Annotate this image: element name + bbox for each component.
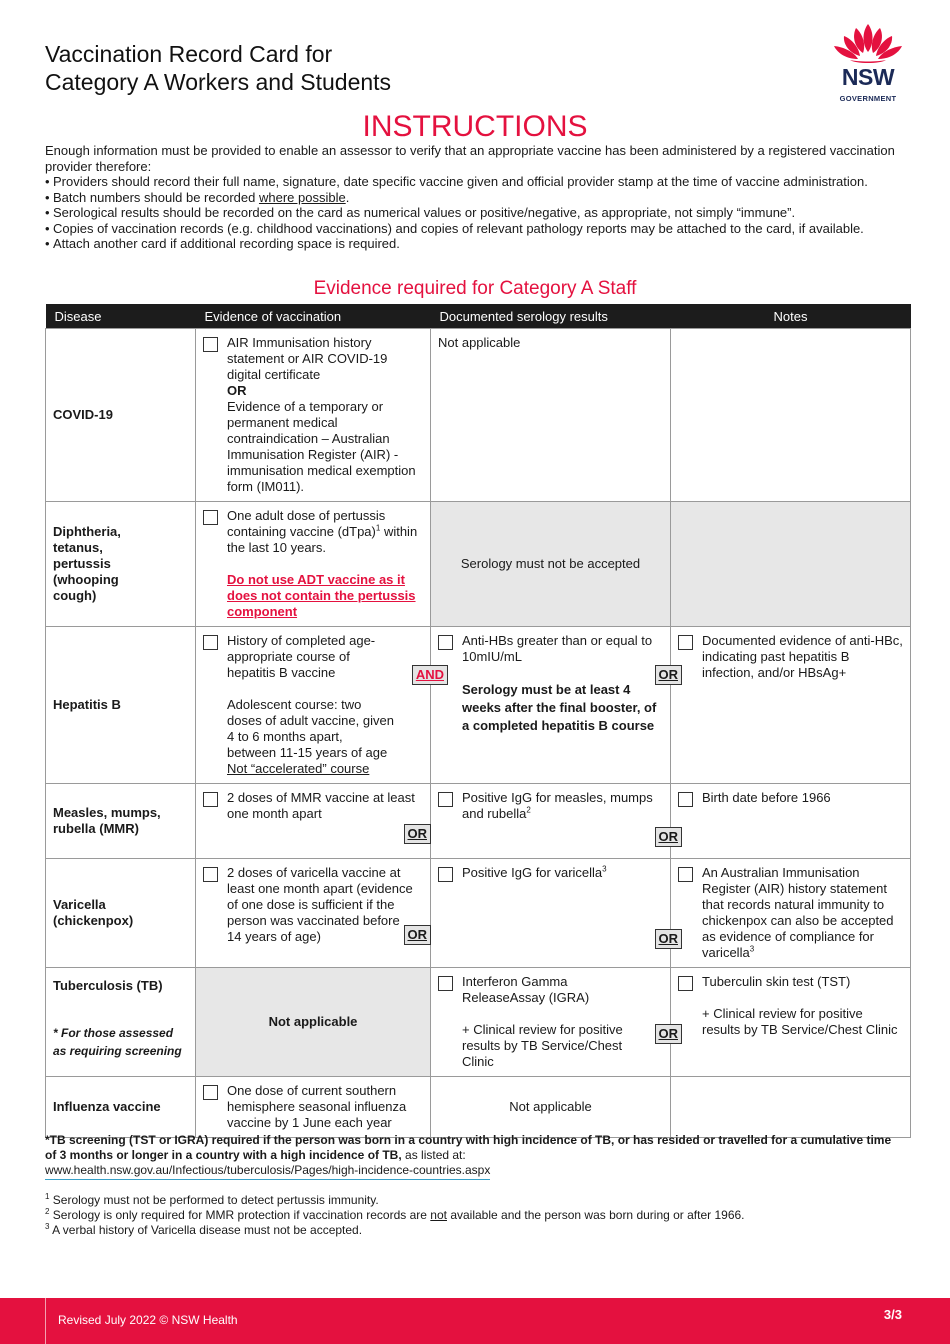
instructions-intro: Enough information must be provided to enable an assessor to verify that an appropriate vaccine has been administered by a registered vaccination provider therefore: [45,143,895,174]
table-row-tb [46,967,911,1076]
title-line-2: Category A Workers and Students [45,69,392,95]
checkbox-covid-evidence[interactable] [203,337,218,352]
instruction-item: • Copies of vaccination records (e.g. childhood vaccinations) and copies of relevant pathology reports may be attached to the card, if available. [45,221,915,237]
notes-hepb: Documented evidence of anti-HBc, indicating past hepatitis B infection, and/or HBsAg+ [671,626,911,783]
notes-mmr: Birth date before 1966 [671,783,911,858]
footer-bar [0,1298,950,1344]
serology-influenza: Not applicable [431,1076,671,1137]
serology-covid: Not applicable [431,328,671,501]
or-badge: OR [655,929,683,949]
serology-tb: Interferon Gamma ReleaseAssay (IGRA) + Clinical review for positive results by TB Service/Chest Clinic OR [431,967,671,1076]
checkbox-tb-notes[interactable] [678,976,693,991]
logo-government-text: GOVERNMENT [839,94,897,103]
or-badge: OR [655,827,683,847]
or-badge: OR [655,665,683,685]
notes-influenza [671,1076,911,1137]
checkbox-varicella-notes[interactable] [678,867,693,882]
table-row-hepb [46,626,911,783]
disease-dtp: Diphtheria, tetanus, pertussis (whooping cough) [46,501,196,626]
page-title [45,40,391,96]
checkbox-hepb-evidence[interactable] [203,635,218,650]
logo-nsw-text: NSW [841,64,895,90]
notes-tb: Tuberculin skin test (TST) + Clinical review for positive results by TB Service/Chest Clinic [671,967,911,1076]
checkbox-mmr-evidence[interactable] [203,792,218,807]
evidence-hepb: History of completed age-appropriate course of hepatitis B vaccine Adolescent course: two doses of adult vaccine, given 4 to 6 months apart, between 11-15 years of age Not “accelerated” course AND [196,626,431,783]
notes-covid [671,328,911,501]
serology-dtp: Serology must not be accepted [431,501,671,626]
footnote-3: $^3$ A verbal history of Varicella disease must not be accepted. [45,1222,363,1237]
checkbox-influenza-evidence[interactable] [203,1085,218,1100]
table-row-influenza [46,1076,911,1137]
disease-influenza: Influenza vaccine [46,1076,196,1137]
evidence-covid: AIR Immunisation history statement or AIR COVID-19 digital certificate OR Evidence of a temporary or permanent medical contraindication – Australian Immunisation Register (AIR) - immunisation medical exemption form (IM011). [196,328,431,501]
disease-covid: COVID-19 [46,328,196,501]
serology-mmr: Positive IgG for measles, mumps and rubella$^2$ OR [431,783,671,858]
table-row-varicella [46,858,911,967]
waratah-icon [828,22,908,66]
column-header-notes: Notes [671,304,911,328]
evidence-heading: Evidence required for Category A Staff [313,278,637,299]
serology-hepb: Anti-HBs greater than or equal to 10mIU/mL Serology must be at least 4 weeks after the final booster, of a completed hepatitis B course OR [431,626,671,783]
checkbox-mmr-serology[interactable] [438,792,453,807]
evidence-varicella: 2 doses of varicella vaccine at least one month apart (evidence of one dose is sufficient if the person was vaccinated before 14 years of age) OR [196,858,431,967]
disease-mmr: Measles, mumps, rubella (MMR) [46,783,196,858]
evidence-dtp: One adult dose of pertussis containing vaccine (dTpa)$^1$ within the last 10 years. Do not use ADT vaccine as it does not contain the pertussis component [196,501,431,626]
checkbox-hepb-notes[interactable] [678,635,693,650]
or-badge: OR [404,925,432,945]
instruction-item: • Attach another card if additional recording space is required. [45,236,915,252]
tb-footnote: *TB screening (TST or IGRA) required if the person was born in a country with high incidence of TB, or has resided or travelled for a cumulative time of 3 months or longer in a country with a high incidence of TB, as listed at: www.health.nsw.gov.au/Infectious/tuberculosis/Pages/high-incidence-countries.aspx [45,1133,905,1178]
nsw-government-logo [828,22,908,106]
instruction-item: • Batch numbers should be recorded where possible. [45,190,915,206]
where-possible-text: where possible [258,189,346,205]
checkbox-dtp-evidence[interactable] [203,510,218,525]
footnote-2: $^2$ Serology is only required for MMR protection if vaccination records are not available and the person was born during or after 1966. [45,1207,745,1222]
checkbox-hepb-serology[interactable] [438,635,453,650]
column-header-disease: Disease [46,304,196,328]
instructions-list [45,174,915,252]
instruction-item: • Providers should record their full name, signature, date specific vaccine given and official provider stamp at the time of vaccine administration. [45,174,915,190]
notes-dtp [671,501,911,626]
checkbox-mmr-notes[interactable] [678,792,693,807]
evidence-table [45,304,911,1138]
revised-text: Revised July 2022 © NSW Health [58,1313,238,1327]
table-header-row [46,304,911,328]
serology-varicella: Positive IgG for varicella$^3$ OR [431,858,671,967]
or-badge: OR [655,1024,683,1044]
or-text: OR [227,382,247,398]
instructions-heading: INSTRUCTIONS [362,110,588,143]
title-line-1: Vaccination Record Card for [45,41,333,67]
tb-screening-note: * For those assessed as requiring screening [53,1025,182,1058]
footer-divider [45,1298,46,1344]
table-row-covid [46,328,911,501]
evidence-tb: Not applicable [196,967,431,1076]
table-row-dtp [46,501,911,626]
instruction-item: • Serological results should be recorded on the card as numerical values or positive/negative, as appropriate, not simply “immune”. [45,205,915,221]
disease-hepb: Hepatitis B [46,626,196,783]
checkbox-tb-serology[interactable] [438,976,453,991]
checkbox-varicella-evidence[interactable] [203,867,218,882]
or-badge: OR [404,824,432,844]
and-badge: AND [412,665,448,685]
adt-warning: Do not use ADT vaccine as it does not contain the pertussis component [227,571,416,619]
footnote-1: $^1$ Serology must not be performed to detect pertussis immunity. [45,1192,379,1207]
disease-varicella: Varicella (chickenpox) [46,858,196,967]
checkbox-varicella-serology[interactable] [438,867,453,882]
notes-varicella: An Australian Immunisation Register (AIR) history statement that records natural immunity to chickenpox can also be accepted as evidence of compliance for varicella$^3$ [671,858,911,967]
column-header-evidence: Evidence of vaccination [196,304,431,328]
column-header-serology: Documented serology results [431,304,671,328]
evidence-influenza: One dose of current southern hemisphere seasonal influenza vaccine by 1 June each year [196,1076,431,1137]
high-incidence-countries-link[interactable]: www.health.nsw.gov.au/Infectious/tuberculosis/Pages/high-incidence-countries.aspx [45,1163,490,1180]
page-number: 3/3 [883,1307,902,1322]
table-row-mmr [46,783,911,858]
disease-tb: Tuberculosis (TB) * For those assessed as requiring screening [46,967,196,1076]
footnotes [45,1193,905,1238]
evidence-mmr: 2 doses of MMR vaccine at least one month apart OR [196,783,431,858]
